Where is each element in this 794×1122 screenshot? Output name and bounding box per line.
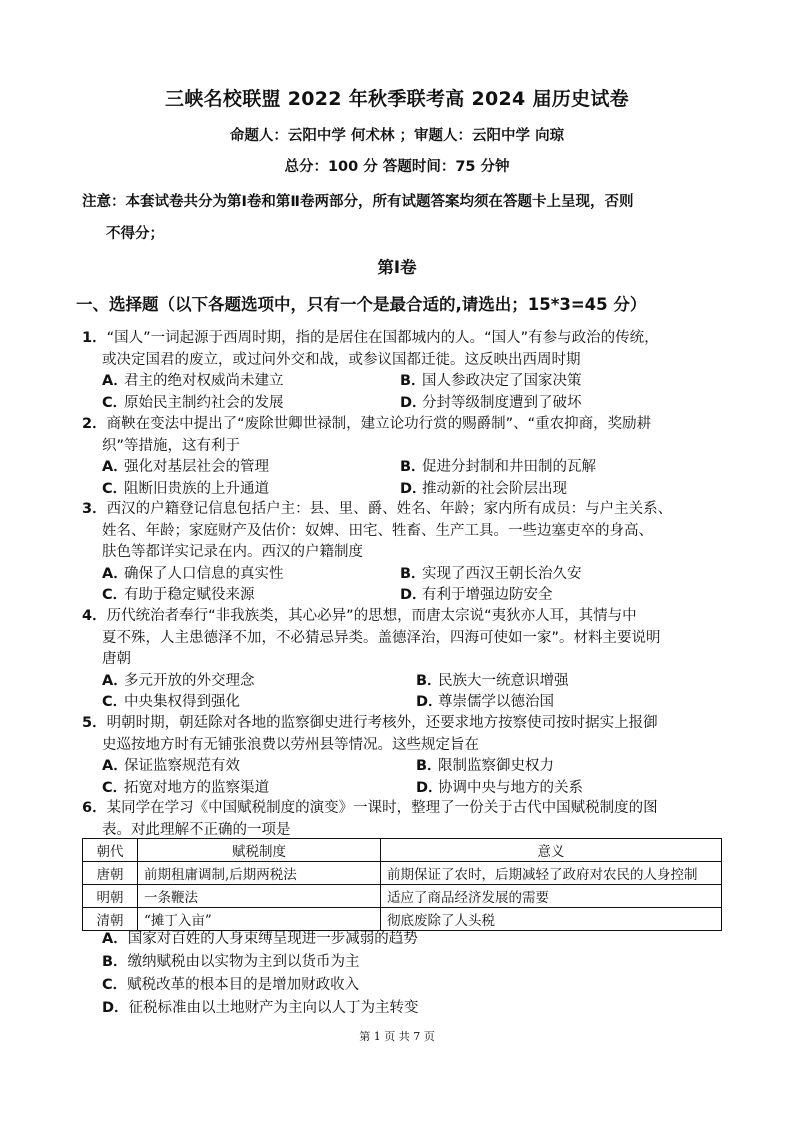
option-a	[102, 371, 284, 393]
score-time-line: 总分：100 分 答题时间：75 分钟	[284, 159, 510, 175]
option-letter: B．	[416, 672, 442, 689]
option-letter: C．	[102, 694, 128, 710]
option-text: 推动新的社会阶层出现	[422, 480, 567, 497]
option-text: 征税标准由以土地财产为主向以人丁为主转变	[128, 1000, 419, 1016]
option-a	[102, 928, 418, 951]
question-text-line: 唐朝	[102, 651, 131, 667]
question-2	[82, 414, 722, 500]
option-a	[102, 756, 240, 778]
question-4	[82, 606, 722, 714]
question-text-line: 夏不殊，人主患德泽不加，不必猜忌异类。盖德泽治，四海可使如一家”。材料主要说明	[102, 629, 661, 646]
option-b	[400, 457, 596, 479]
option-text: 尊崇儒学以德治国	[438, 694, 554, 710]
option-c	[102, 778, 269, 800]
option-d	[400, 393, 582, 415]
option-text: 协调中央与地方的关系	[438, 779, 583, 796]
option-letter: B．	[400, 459, 426, 475]
option-a	[102, 457, 269, 479]
option-letter: D．	[400, 394, 427, 411]
option-text: 实现了西汉王朝长治久安	[422, 565, 582, 582]
option-text: 强化对基层社会的管理	[124, 459, 269, 475]
option-letter: B．	[400, 565, 426, 582]
option-text: 确保了人口信息的真实性	[124, 565, 284, 582]
table-cell: 唐朝	[83, 862, 138, 885]
option-letter: B．	[102, 954, 128, 970]
question-number: 5．	[82, 715, 107, 731]
question-text-line: 姓名、年龄；家庭财产及估价：奴婢、田宅、牲畜、生产工具。一些边塞吏卒的身高、	[102, 522, 653, 539]
exam-title: 三峡名校联盟 2022 年秋季联考高 2024 届历史试卷	[165, 88, 629, 110]
option-text: 有助于稳定赋役来源	[124, 587, 255, 603]
option-text: 缴纳赋税由以实物为主到以货币为主	[127, 954, 360, 970]
question-number: 6．	[82, 800, 107, 816]
question-text-line: 表。对此理解不正确的一项是	[102, 821, 291, 838]
option-text: 拓宽对地方的监察渠道	[124, 779, 269, 796]
option-text: 原始民主制约社会的发展	[124, 394, 284, 411]
option-text: 国人参政决定了国家决策	[422, 373, 582, 389]
option-letter: B．	[416, 758, 442, 774]
question-number: 3．	[82, 501, 107, 517]
option-text: 君主的绝对权威尚未建立	[124, 373, 284, 389]
option-text: 赋税改革的根本目的是增加财政收入	[127, 977, 360, 993]
question-number: 1．	[82, 330, 107, 346]
option-letter: A．	[102, 459, 128, 475]
option-text: 阻断旧贵族的上升通道	[124, 480, 269, 497]
table-cell: 清朝	[83, 908, 138, 931]
authors-line: 命题人：云阳中学 何术林 ；审题人：云阳中学 向琼	[229, 128, 565, 144]
option-letter: D．	[400, 480, 427, 497]
option-letter: A．	[102, 672, 128, 689]
question-1	[82, 328, 722, 414]
option-letter: C．	[102, 779, 128, 796]
option-text: 多元开放的外交理念	[124, 672, 255, 689]
question-text-line: 历代统治者奉行“非我族类，其心必异”的思想，而唐太宗说“夷狄亦人耳，其情与中	[106, 608, 637, 624]
option-letter: D．	[102, 1000, 129, 1016]
notice-line-2: 不得分；	[106, 226, 164, 242]
question-text-line: 史巡按地方时有无铺张浪费以劳州县等情况。这些规定旨在	[102, 736, 479, 753]
option-d	[416, 778, 583, 800]
table-cell: 适应了商品经济发展的需要	[381, 885, 722, 908]
option-c	[102, 479, 269, 501]
option-text: 国家对百姓的人身束缚呈现进一步减弱的趋势	[127, 931, 418, 947]
option-text: 中央集权得到强化	[124, 694, 240, 710]
option-letter: C．	[102, 394, 128, 411]
question-3	[82, 499, 722, 607]
table-cell: 一条鞭法	[138, 885, 381, 908]
table-row	[83, 885, 722, 908]
option-text: 有利于增强边防安全	[422, 587, 553, 603]
table-header-system: 赋税制度	[138, 839, 381, 862]
question-text-line: “国人”一词起源于西周时期，指的是居住在国都城内的人。“国人”有参与政治的传统，	[106, 330, 659, 346]
option-letter: D．	[416, 694, 443, 710]
option-letter: A．	[102, 373, 128, 389]
option-letter: D．	[416, 779, 443, 796]
question-number: 4．	[82, 608, 107, 624]
option-letter: A．	[102, 565, 128, 582]
table-row	[83, 862, 722, 885]
question-text-line: 肤色等都详实记录在内。西汉的户籍制度	[102, 544, 363, 560]
question-text-line: 商鞅在变法中提出了“废除世卿世禄制，建立论功行赏的赐爵制”、“重农抑商，奖励耕	[106, 416, 652, 432]
option-letter: D．	[400, 587, 427, 603]
section-title: 一、选择题（以下各题选项中，只有一个是最合适的,请选出；15*3=45 分）	[76, 295, 647, 314]
option-d	[400, 585, 553, 607]
page-footer: 第 1 页 共 7 页	[359, 1030, 435, 1043]
option-d	[400, 479, 567, 501]
table-cell: “摊丁入亩”	[138, 908, 381, 931]
option-b	[416, 671, 569, 693]
table-header-row	[83, 839, 722, 862]
option-b	[400, 564, 582, 586]
option-text: 限制监察御史权力	[438, 758, 554, 774]
question-text-line: 织”等措施，这有利于	[102, 437, 241, 454]
question-text-line: 明朝时期，朝廷除对各地的监察御史进行考核外，还要求地方按察使司按时据实上报御	[106, 715, 658, 731]
volume-title: 第Ⅰ卷	[377, 258, 417, 277]
option-a	[102, 671, 255, 693]
question-text-line: 或决定国君的废立，或过问外交和战，或参议国都迁徙。这反映出西周时期	[102, 351, 581, 368]
option-letter: A．	[102, 931, 128, 947]
option-b	[102, 951, 360, 974]
option-text: 促进分封制和井田制的瓦解	[422, 459, 596, 475]
notice-line-1: 注意：本套试卷共分为第Ⅰ卷和第Ⅱ卷两部分，所有试题答案均须在答题卡上呈现，否则	[82, 194, 634, 210]
table-cell: 明朝	[83, 885, 138, 908]
table-cell: 彻底废除了人头税	[381, 908, 722, 931]
option-c	[102, 974, 359, 997]
question-6	[82, 798, 722, 841]
option-b	[416, 756, 554, 778]
option-text: 保证监察规范有效	[124, 758, 240, 774]
option-letter: B．	[400, 373, 426, 389]
option-letter: A．	[102, 758, 128, 774]
option-a	[102, 564, 284, 586]
table-cell: 前期保证了农时，后期减轻了政府对农民的人身控制	[381, 862, 722, 885]
notice	[82, 186, 722, 250]
option-c	[102, 393, 284, 415]
option-b	[400, 371, 582, 393]
table-header-meaning: 意义	[381, 839, 722, 862]
option-text: 民族大一统意识增强	[438, 672, 569, 689]
table-cell: 前期租庸调制,后期两税法	[138, 862, 381, 885]
option-letter: C．	[102, 480, 128, 497]
question-5	[82, 713, 722, 799]
option-letter: C．	[102, 587, 128, 603]
tax-system-table	[82, 838, 722, 931]
option-letter: C．	[102, 977, 128, 993]
question-text-line: 西汉的户籍登记信息包括户主：县、里、爵、姓名、年龄；家内所有成员：与户主关系、	[106, 501, 673, 517]
option-c	[102, 692, 240, 714]
table-header-dynasty: 朝代	[83, 839, 138, 862]
option-d	[102, 997, 419, 1020]
question-number: 2．	[82, 416, 107, 432]
option-d	[416, 692, 554, 714]
option-c	[102, 585, 255, 607]
question-text-line: 某同学在学习《中国赋税制度的演变》一课时，整理了一份关于古代中国赋税制度的图	[106, 800, 658, 816]
option-text: 分封等级制度遭到了破坏	[422, 394, 582, 411]
